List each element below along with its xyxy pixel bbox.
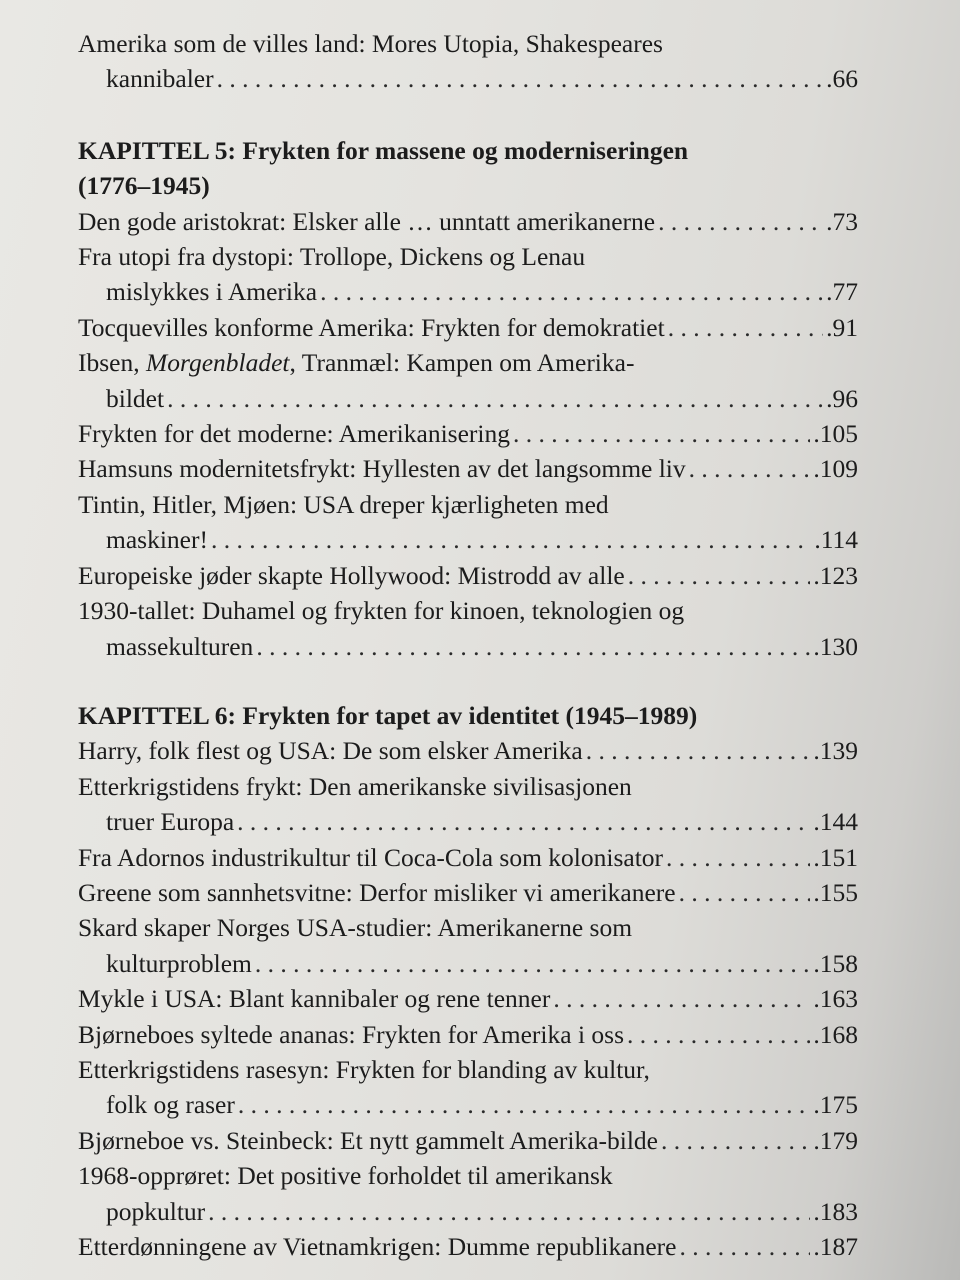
dot-leader — [666, 840, 810, 875]
toc-entry-title: 1930-tallet: Duhamel og frykten for kinoen, teknologien og — [78, 596, 685, 626]
toc-entry-title-cont: maskiner! — [106, 525, 208, 555]
page-number: .105 — [813, 419, 858, 449]
toc-entry-title — [78, 345, 858, 380]
toc-entry-title: Fra utopi fra dystopi: Trollope, Dickens og Lenau — [78, 242, 586, 272]
dot-leader — [661, 1123, 810, 1158]
title-part: , Tranmæl: Kampen om Amerika- — [289, 348, 635, 378]
toc-entry — [78, 840, 858, 875]
page-number: .77 — [826, 277, 858, 307]
toc-entry-title-cont: truer Europa — [106, 807, 235, 837]
dot-leader — [679, 875, 811, 910]
page-number: .139 — [813, 736, 858, 766]
dot-leader — [689, 451, 811, 486]
toc-entry — [78, 910, 858, 981]
dot-leader — [208, 1194, 810, 1229]
page-number: .96 — [826, 383, 858, 413]
page-number: .163 — [813, 984, 858, 1014]
toc-entry — [78, 593, 858, 664]
page-number: .168 — [813, 1019, 858, 1049]
toc-entry — [78, 451, 858, 486]
page-number: .130 — [813, 631, 858, 661]
page-number: .183 — [813, 1196, 858, 1226]
dot-leader — [320, 274, 823, 309]
toc-entry-title: Europeiske jøder skapte Hollywood: Mistrodd av alle — [78, 560, 625, 590]
toc-entry — [78, 875, 858, 910]
toc-entry-title: Bjørneboe vs. Steinbeck: Et nytt gammelt Amerika-bilde — [78, 1125, 659, 1155]
page-number: .158 — [813, 948, 858, 978]
chapter-heading — [78, 698, 858, 733]
dot-leader — [217, 61, 824, 96]
dot-leader — [513, 416, 810, 451]
toc-entry — [78, 1017, 858, 1052]
toc-entry — [78, 558, 858, 593]
dot-leader — [255, 946, 810, 981]
toc-entry-title: Fra Adornos industrikultur til Coca-Cola som kolonisator — [78, 842, 664, 872]
toc-entry-title-cont: folk og raser — [106, 1090, 235, 1120]
dot-leader — [237, 804, 810, 839]
dot-leader — [658, 204, 823, 239]
page-number: .109 — [813, 454, 858, 484]
dot-leader — [256, 629, 810, 664]
page-number: .179 — [813, 1125, 858, 1155]
toc-entry — [78, 769, 858, 840]
toc-entry — [78, 1052, 858, 1123]
toc-entry-title: Hamsuns modernitetsfrykt: Hyllesten av det langsomme liv — [78, 454, 686, 484]
page-number: .114 — [814, 525, 858, 555]
dot-leader — [238, 1087, 811, 1122]
page-number: .155 — [813, 877, 858, 907]
toc-entry — [78, 1123, 858, 1158]
page-number: .144 — [813, 807, 858, 837]
toc-entry-title: Bjørneboes syltede ananas: Frykten for Amerika i oss — [78, 1019, 625, 1049]
dot-leader — [627, 1017, 810, 1052]
dot-leader — [167, 381, 823, 416]
title-italic: Morgenbladet — [145, 348, 290, 378]
chapter-title: KAPITTEL 6: Frykten for tapet av identitet (1945–1989) — [78, 700, 698, 730]
toc-entry — [78, 204, 858, 239]
toc-entry-title: Harry, folk flest og USA: De som elsker Amerika — [78, 736, 583, 766]
toc-entry-title: Tocquevilles konforme Amerika: Frykten for demokratiet — [78, 312, 665, 342]
page-number: .175 — [813, 1090, 858, 1120]
page-number: .91 — [826, 312, 858, 342]
toc-entry — [78, 345, 858, 416]
page-number: .123 — [813, 560, 858, 590]
toc-entry — [78, 26, 858, 97]
dot-leader — [628, 558, 811, 593]
toc-entry-title-cont: kannibaler — [106, 64, 214, 94]
dot-leader — [679, 1229, 810, 1264]
toc-entry — [78, 416, 858, 451]
toc-entry-title: Etterkrigstidens rasesyn: Frykten for blanding av kultur, — [78, 1054, 650, 1084]
toc-entry-title: Etterdønningene av Vietnamkrigen: Dumme republikanere — [78, 1232, 677, 1261]
title-part: Ibsen, — [78, 348, 146, 378]
page-number: .73 — [826, 206, 858, 236]
toc-entry-title: Greene som sannhetsvitne: Derfor misliker vi amerikanere — [78, 877, 676, 907]
toc-entry — [78, 239, 858, 310]
toc-entry — [78, 310, 858, 345]
toc-entry-title: Tintin, Hitler, Mjøen: USA dreper kjærligheten med — [78, 489, 609, 519]
toc-entry — [78, 487, 858, 558]
toc-entry-title-cont: mislykkes i Amerika — [106, 277, 318, 307]
page-number: .187 — [813, 1232, 858, 1261]
toc-entry — [78, 1229, 858, 1264]
chapter-title: KAPITTEL 5: Frykten for massene og moderniseringen — [78, 135, 689, 165]
toc-entry-title-cont: massekulturen — [106, 631, 254, 661]
toc-entry-title: Frykten for det moderne: Amerikanisering — [78, 419, 510, 449]
toc-entry-title-cont: bildet — [106, 383, 165, 413]
toc-entry-title: Etterkrigstidens frykt: Den amerikanske sivilisasjonen — [78, 771, 632, 801]
toc-entry — [78, 1158, 858, 1229]
toc-entry-title: Skard skaper Norges USA-studier: Amerikanerne som — [78, 913, 633, 943]
chapter-years: (1776–1945) — [78, 171, 210, 201]
toc-entry — [78, 981, 858, 1016]
toc-entry-title: 1968-opprøret: Det positive forholdet til amerikansk — [78, 1161, 613, 1191]
page-number: .151 — [813, 842, 858, 872]
dot-leader — [211, 522, 811, 557]
toc-entry-title-cont: popkultur — [106, 1196, 206, 1226]
chapter-heading — [78, 133, 858, 204]
toc-entry-title: Amerika som de villes land: Mores Utopia, Shakespeares — [78, 29, 663, 58]
dot-leader — [586, 733, 811, 768]
table-of-contents — [78, 26, 858, 1264]
toc-entry — [78, 733, 858, 768]
toc-entry-title: Den gode aristokrat: Elsker alle … unntatt amerikanerne — [78, 206, 656, 236]
toc-entry-title-cont: kulturproblem — [106, 948, 252, 978]
toc-entry-title: Mykle i USA: Blant kannibaler og rene tenner — [78, 984, 551, 1014]
dot-leader — [668, 310, 823, 345]
dot-leader — [553, 981, 810, 1016]
page-number: .66 — [826, 64, 858, 94]
